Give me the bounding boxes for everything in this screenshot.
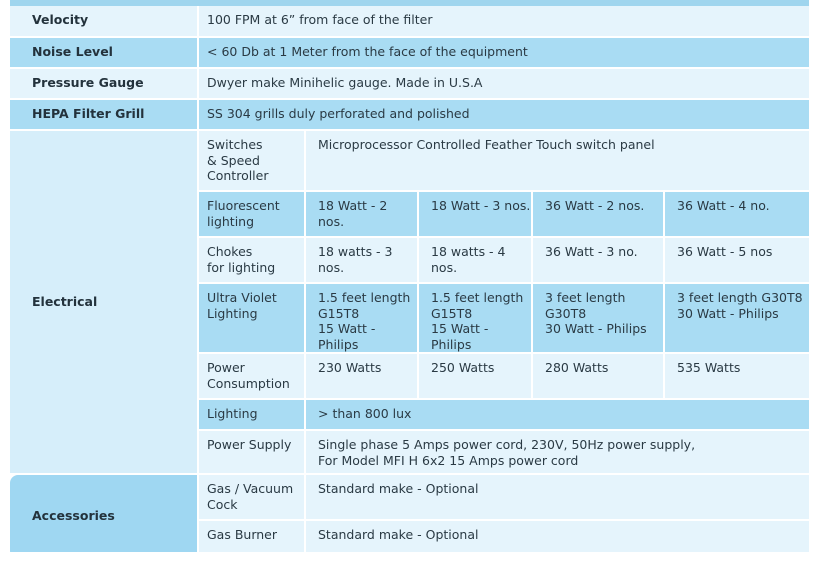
value-pressure-gauge: Dwyer make Minihelic gauge. Made in U.S.A (199, 69, 809, 100)
uv-cell-line: 1.5 feet length (318, 290, 411, 305)
chokes-label-line: Chokes (207, 244, 253, 259)
uv-label-line: Ultra Violet (207, 290, 277, 305)
sub-label-switches (199, 131, 306, 192)
uv-cell-line: 15 Watt - Philips (431, 321, 489, 352)
row-velocity (10, 6, 809, 38)
row-hepa-filter-grill (10, 100, 809, 131)
fluorescent-cell: 36 Watt - 4 no. (665, 192, 809, 238)
sub-label-lighting: Lighting (199, 400, 306, 431)
sub-label-power (199, 354, 306, 400)
row-switches (10, 131, 809, 192)
chokes-cell: 36 Watt - 3 no. (533, 238, 665, 284)
value-hepa-filter-grill: SS 304 grills duly perforated and polished (199, 100, 809, 131)
uv-cell (419, 284, 533, 354)
value-lighting: > than 800 lux (306, 400, 809, 431)
label-electrical: Electrical (10, 131, 199, 475)
uv-cell-line: G15T8 (318, 305, 360, 321)
sub-label-uv (199, 284, 306, 354)
sub-label-fluorescent (199, 192, 306, 238)
uv-cell-line: 1.5 feet length (431, 290, 524, 305)
value-velocity: 100 FPM at 6” from face of the filter (199, 6, 809, 38)
sub-label-gas-burner: Gas Burner (199, 521, 306, 552)
fluorescent-cell: 36 Watt - 2 nos. (533, 192, 665, 238)
uv-cell (306, 284, 419, 354)
fluorescent-cell: 18 Watt - 2 nos. (306, 192, 419, 238)
row-pressure-gauge (10, 69, 809, 100)
power-label-line: Power (207, 360, 245, 375)
gas-vacuum-label-line: Cock (207, 496, 238, 512)
uv-cell (665, 284, 809, 354)
fluorescent-label-line: lighting (207, 213, 255, 229)
switches-label-line: & Speed (207, 152, 260, 168)
power-cell: 230 Watts (306, 354, 419, 400)
switches-label-line: Controller (207, 168, 269, 183)
label-hepa-filter-grill: HEPA Filter Grill (10, 100, 199, 131)
label-accessories: Accessories (10, 475, 199, 552)
uv-cell (533, 284, 665, 354)
row-noise-level (10, 38, 809, 69)
fluorescent-cell: 18 Watt - 3 nos. (419, 192, 533, 238)
value-gas-burner: Standard make - Optional (306, 521, 809, 552)
label-noise-level: Noise Level (10, 38, 199, 69)
power-cell: 250 Watts (419, 354, 533, 400)
chokes-cell: 18 watts - 3 nos. (306, 238, 419, 284)
uv-cell-line: 30 Watt - Philips (677, 305, 779, 321)
row-gas-vacuum-cock (10, 475, 809, 521)
power-supply-line: Single phase 5 Amps power cord, 230V, 50Hz power supply, (318, 437, 696, 452)
power-label-line: Consumption (207, 375, 290, 391)
specifications-table (10, 6, 809, 552)
chokes-cell: 18 watts - 4 nos. (419, 238, 533, 284)
power-cell: 535 Watts (665, 354, 809, 400)
uv-label-line: Lighting (207, 305, 258, 321)
switches-label-line: Switches (207, 137, 263, 152)
spec-table-container (10, 0, 809, 552)
power-supply-line: For Model MFI H 6x2 15 Amps power cord (318, 452, 579, 468)
uv-cell-line: G15T8 (431, 305, 473, 321)
uv-cell-line: 3 feet length G30T8 (545, 290, 626, 321)
sub-label-chokes (199, 238, 306, 284)
chokes-label-line: for lighting (207, 259, 276, 275)
chokes-cell: 36 Watt - 5 nos (665, 238, 809, 284)
value-gas-vacuum: Standard make - Optional (306, 475, 809, 521)
uv-cell-line: 30 Watt - Philips (545, 321, 647, 336)
fluorescent-label-line: Fluorescent (207, 198, 280, 213)
power-cell: 280 Watts (533, 354, 665, 400)
gas-vacuum-label-line: Gas / Vacuum (207, 481, 294, 496)
label-velocity: Velocity (10, 6, 199, 38)
sub-label-gas-vacuum (199, 475, 306, 521)
value-noise-level: < 60 Db at 1 Meter from the face of the equipment (199, 38, 809, 69)
label-pressure-gauge: Pressure Gauge (10, 69, 199, 100)
uv-cell-line: 15 Watt - Philips (318, 321, 376, 352)
uv-cell-line: 3 feet length G30T8 (677, 290, 803, 305)
value-power-supply (306, 431, 809, 475)
sub-label-power-supply: Power Supply (199, 431, 306, 475)
value-switches: Microprocessor Controlled Feather Touch switch panel (306, 131, 809, 192)
